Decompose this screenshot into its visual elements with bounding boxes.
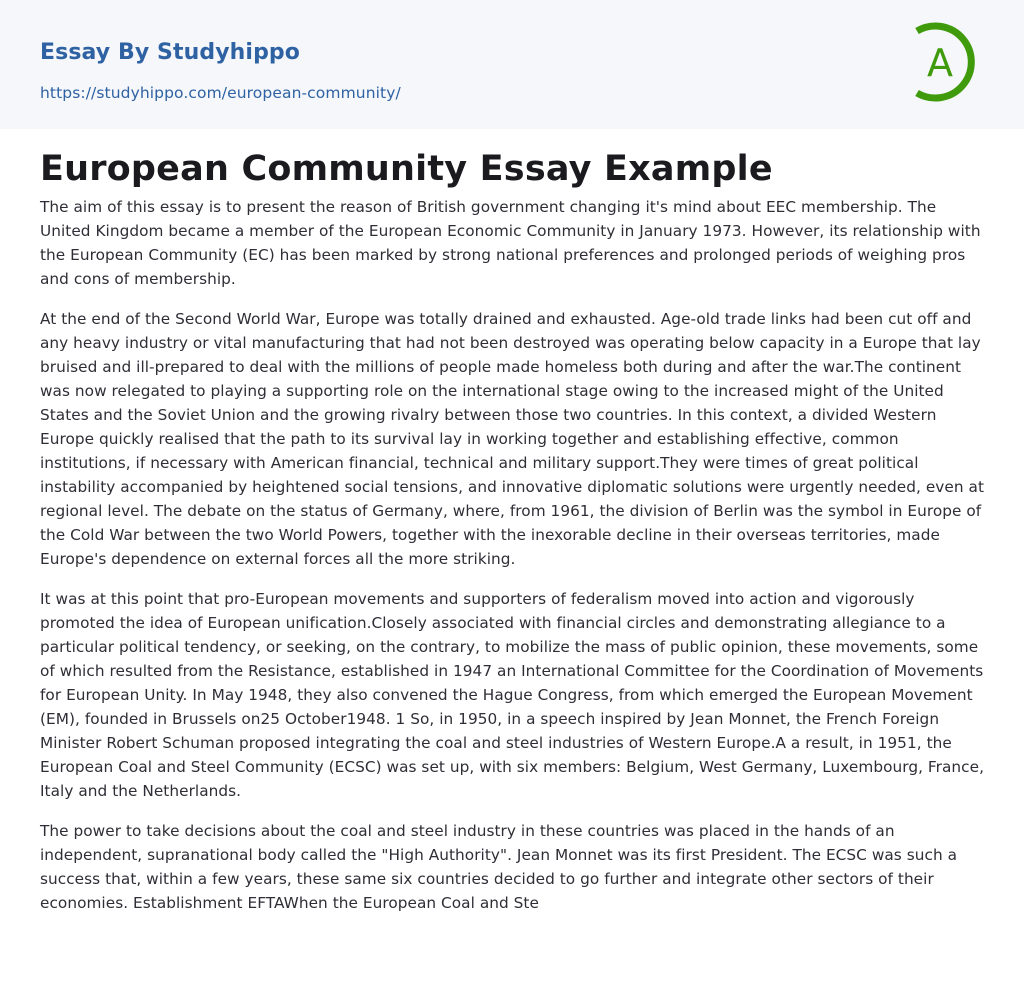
studyhippo-logo[interactable]	[908, 18, 988, 106]
essay-paragraph: The aim of this essay is to present the reason of British government changing it's mind about EEC membership. The United Kingdom became a member of the European Economic Community in January 1973. However, its relationship with the European Community (EC) has been marked by strong national preferences and prolonged periods of weighing pros and cons of membership.	[40, 198, 981, 288]
essay-paragraph: It was at this point that pro-European movements and supporters of federalism moved into action and vigorously promoted the idea of European unification.Closely associated with financial circles and demonstrating allegiance to a particular political tendency, or seeking, on the contrary, to mobilize the mass of public opinion, these movements, some of which resulted from the Resistance, established in 1947 an International Committee for the Coordination of Movements for European Unity. In May 1948, they also convened the Hague Congress, from which emerged the European Movement (EM), founded in Brussels on25 October1948. 1 So, in 1950, in a speech inspired by Jean Monnet, the French Foreign Minister Robert Schuman proposed integrating the coal and steel industries of Western Europe.A a result, in 1951, the European Coal and Steel Community (ECSC) was set up, with six members: Belgium, West Germany, Luxembourg, France, Italy and the Netherlands.	[40, 590, 984, 800]
logo-letter: A	[927, 41, 953, 85]
studyhippo-a-logo-icon	[908, 18, 988, 106]
site-title[interactable]: Essay By Studyhippo	[40, 40, 300, 65]
essay-body	[40, 195, 984, 915]
essay-paragraph: The power to take decisions about the coal and steel industry in these countries was placed in the hands of an independent, supranational body called the "High Authority". Jean Monnet was its first President. The ECSC was such a success that, within a few years, these same six countries decided to go further and integrate other sectors of their economies. Establishment EFTAWhen the European Coal and Ste	[40, 822, 958, 912]
essay-paragraph: At the end of the Second World War, Europe was totally drained and exhausted. Age-old trade links had been cut off and any heavy industry or vital manufacturing that had not been destroyed was operating below capacity in a Europe that lay bruised and ill-prepared to deal with the millions of people made homeless both during and after the war.The continent was now relegated to playing a supporting role on the international stage owing to the increased might of the United States and the Soviet Union and the growing rivalry between those two countries. In this context, a divided Western Europe quickly realised that the path to its survival lay in working together and establishing effective, common institutions, if necessary with American financial, technical and military support.They were times of great political instability accompanied by heightened social tensions, and innovative diplomatic solutions were urgently needed, even at regional level. The debate on the status of Germany, where, from 1961, the division of Berlin was the symbol in Europe of the Cold War between the two World Powers, together with the inexorable decline in their overseas territories, made Europe's dependence on external forces all the more striking.	[40, 310, 984, 568]
site-header	[0, 0, 1024, 129]
essay-url-link[interactable]: https://studyhippo.com/european-community/	[40, 84, 401, 102]
essay-content	[0, 147, 1024, 915]
page-title: European Community Essay Example	[40, 149, 773, 189]
